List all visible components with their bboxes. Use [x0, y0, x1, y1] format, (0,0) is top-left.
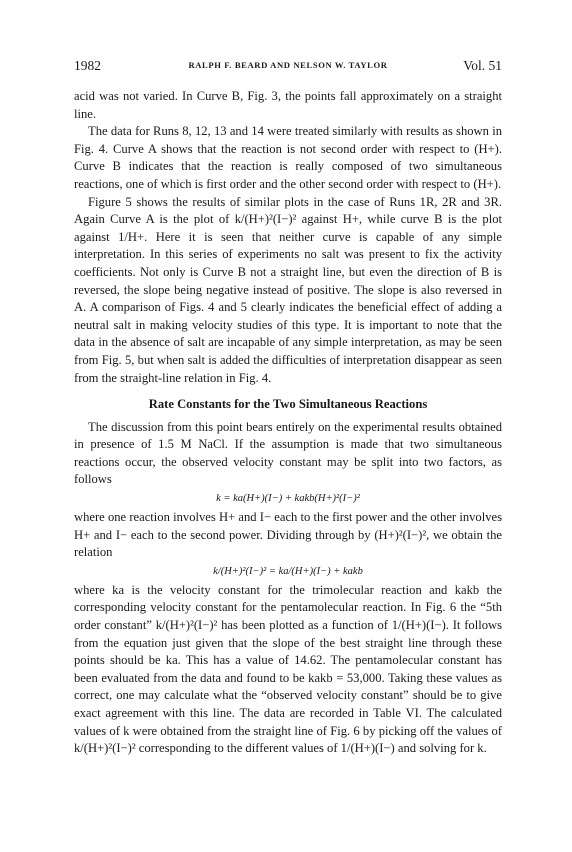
- section-heading: Rate Constants for the Two Simultaneous Reactions: [148, 397, 428, 412]
- running-head: RALPH F. BEARD AND NELSON W. TAYLOR: [188, 60, 388, 70]
- journal-page: [74, 58, 502, 758]
- page-number: 1982: [74, 58, 101, 73]
- paragraph-4: The discussion from this point bears entirely on the experimental results obtained in presence of 1.5 M NaCl. If the assumption is made that two simultaneous reactions occur, the observed velocity constant may be split into two factors, as follows: [74, 419, 502, 487]
- paragraph-3: Figure 5 shows the results of similar plots in the case of Runs 1R, 2R and 3R. Again Curve A is the plot of k/(H+)²(I−)² against H+, while curve B is the plot against 1/H+. Here it is seen that neither curve is capable of any simple interpretation. In this series of experiments no salt was present to fix the activity coefficients. Not only is Curve B not a straight line, but even the direction of B is reversed, the slope being negative instead of positive. The slope is also reversed in A. A comparison of Figs. 4 and 5 clearly indicates the beneficial effect of adding a neutral salt in making velocity studies of this type. It is important to note that the data in the absence of salt are incapable of any simple interpretation, as may be seen from Fig. 5, but when salt is added the difficulties of interpretation disappear as seen from the straight-line relation in Fig. 4.: [74, 194, 502, 385]
- page-header: [74, 58, 502, 78]
- equation-2: k/(H+)²(I−)² = ka/(H+)(I−) + kakb: [213, 565, 363, 577]
- volume-number: Vol. 51: [463, 58, 502, 73]
- paragraph-5: where one reaction involves H+ and I− each to the first power and the other involves H+ and I− each to the second power. Dividing through by (H+)²(I−)², we obtain the relation: [74, 510, 502, 560]
- paragraph-6: where ka is the velocity constant for the trimolecular reaction and kakb the corresponding velocity constant for the pentamolecular reaction. In Fig. 6 the “5th order constant” k/(H+)²(I−)² has been plotted as a function of 1/(H+)(I−). It follows from the equation just given that the slope of the best straight line through these points should be ka. This has a value of 14.62. The pentamolecular constant has been evaluated from the data and found to be kakb = 53,000. Taking these values as correct, one may calculate what the “observed velocity constant” should be to give exact agreement with this line. The data are recorded in Table VI. The calculated values of k were obtained from the straight line of Fig. 6 by picking off the values of k/(H+)²(I−)² corresponding to the different values of 1/(H+)(I−) and solving for k.: [74, 582, 502, 756]
- paragraph-2: The data for Runs 8, 12, 13 and 14 were treated similarly with results as shown in Fig. 4. Curve A shows that the reaction is not second order with respect to (H+). Curve B indicates that the reaction is really composed of two simultaneous reactions, one of which is first order and the other second order with respect to (H+).: [74, 124, 502, 191]
- article-body: [74, 88, 502, 758]
- equation-1: k = ka(H+)(I−) + kakb(H+)²(I−)²: [216, 493, 360, 505]
- paragraph-1: acid was not varied. In Curve B, Fig. 3, the points fall approximately on a straight line.: [74, 89, 502, 121]
